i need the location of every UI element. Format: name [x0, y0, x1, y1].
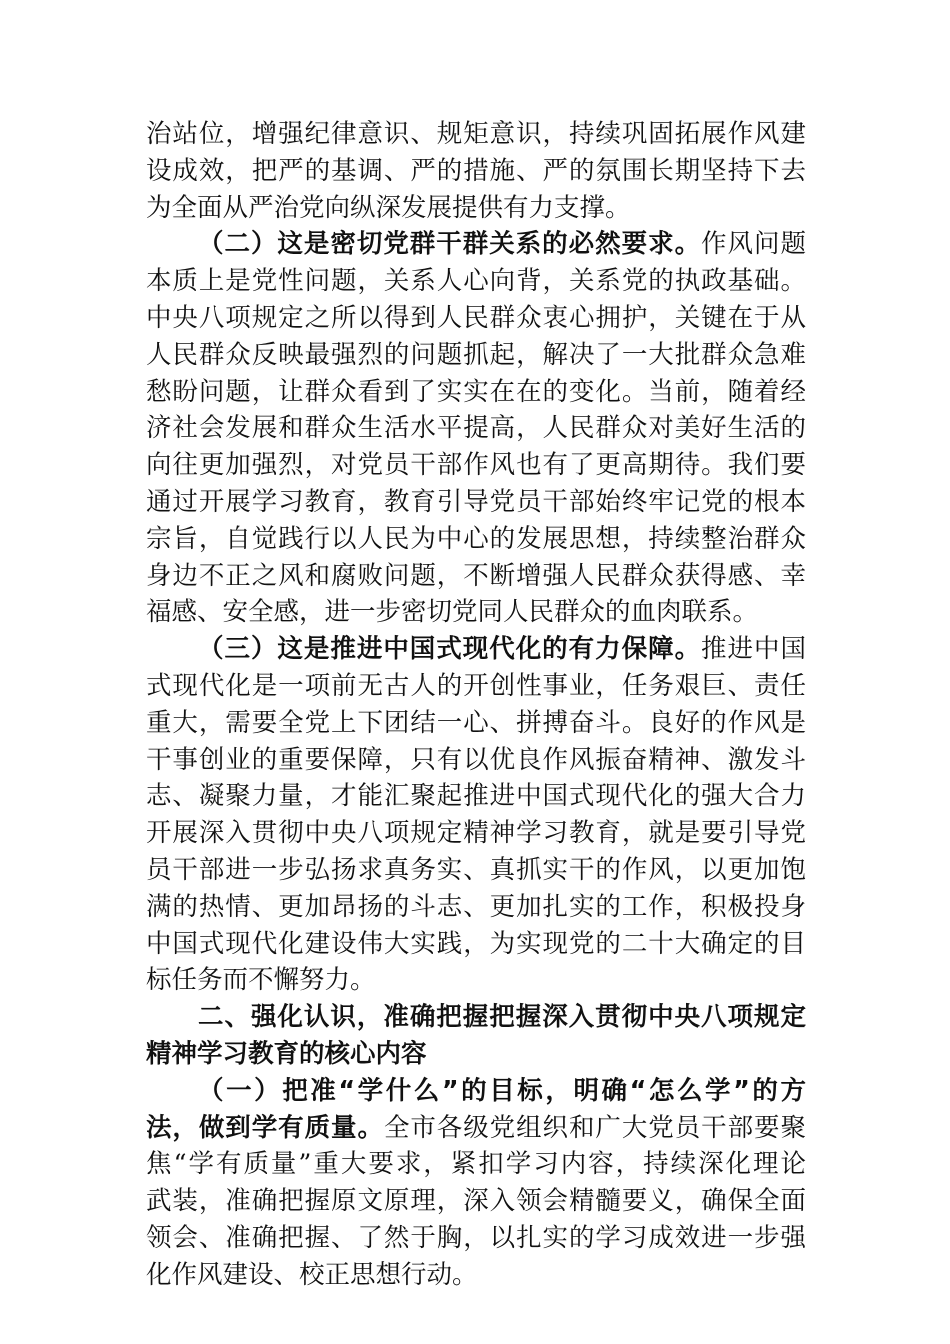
text-line: 为全面从严治党向纵深发展提供有力支撑。 [146, 192, 631, 223]
paragraph-two [146, 226, 806, 631]
text-line: 志、凝聚力量，才能汇聚起推进中国式现代化的强大合力 [146, 781, 806, 812]
text-line: 中国式现代化建设伟大实践，为实现党的二十大确定的目 [146, 928, 806, 959]
text-line: 福感、安全感，进一步密切党同人民群众的血肉联系。 [146, 597, 759, 628]
text-line: 领会、准确把握、了然于胸，以扎实的学习成效进一步强 [146, 1222, 806, 1253]
section-heading [146, 999, 806, 1073]
text-line: 中央八项规定之所以得到人民群众衷心拥护，关键在于从 [146, 302, 806, 333]
text-line: 满的热情、更加昂扬的斗志、更加扎实的工作，积极投身 [146, 891, 806, 922]
paragraph-three [146, 631, 806, 999]
text-line: 人民群众反映最强烈的问题抓起，解决了一大批群众急难 [146, 339, 806, 370]
paragraph-heading-cont: 法，做到学有质量。 [146, 1112, 384, 1143]
document-page [146, 116, 806, 1294]
paragraph-heading: （一）把准“学什么”的目标，明确“怎么学”的方 [198, 1075, 806, 1106]
text-line: 式现代化是一项前无古人的开创性事业，任务艰巨、责任 [146, 670, 806, 701]
text-line: 武装，准确把握原文原理，深入领会精髓要义，确保全面 [146, 1186, 806, 1217]
section-title-line: 精神学习教育的核心内容 [146, 1038, 427, 1069]
paragraph-heading: （三）这是推进中国式现代化的有力保障。 [198, 634, 702, 665]
section-title-line: 二、强化认识，准确把握把握深入贯彻中央八项规定 [198, 1002, 806, 1033]
text-line: 重大，需要全党上下团结一心、拼搏奋斗。良好的作风是 [146, 707, 806, 738]
paragraph-continuation [146, 116, 806, 226]
text-line: 愁盼问题，让群众看到了实实在在的变化。当前，随着经 [146, 376, 806, 407]
text-line: 焦“学有质量”重大要求，紧扣学习内容，持续深化理论 [146, 1149, 806, 1180]
text-line: 员干部进一步弘扬求真务实、真抓实干的作风，以更加饱 [146, 854, 806, 885]
text-line: 本质上是党性问题，关系人心向背，关系党的执政基础。 [146, 266, 806, 297]
text-line: 宗旨，自觉践行以人民为中心的发展思想，持续整治群众 [146, 523, 806, 554]
text-line: 向往更加强烈，对党员干部作风也有了更高期待。我们要 [146, 450, 806, 481]
text-line: 身边不正之风和腐败问题，不断增强人民群众获得感、幸 [146, 560, 806, 591]
text-line: 治站位，增强纪律意识、规矩意识，持续巩固拓展作风建 [146, 119, 806, 149]
text-fragment: 推进中国 [701, 634, 806, 665]
text-line: 化作风建设、校正思想行动。 [146, 1259, 478, 1290]
paragraph-first-line [146, 226, 806, 263]
paragraph-heading-cont-line [146, 1110, 806, 1147]
text-line: 干事创业的重要保障，只有以优良作风振奋精神、激发斗 [146, 744, 806, 775]
paragraph-one [146, 1073, 806, 1294]
text-line: 开展深入贯彻中央八项规定精神学习教育，就是要引导党 [146, 818, 806, 849]
text-line: 通过开展学习教育，教育引导党员干部始终牢记党的根本 [146, 486, 806, 517]
text-fragment: 作风问题 [701, 229, 806, 260]
text-line: 设成效，把严的基调、严的措施、严的氛围长期坚持下去 [146, 155, 806, 186]
text-line: 标任务而不懈努力。 [146, 965, 376, 996]
paragraph-heading: （二）这是密切党群干群关系的必然要求。 [198, 229, 702, 260]
text-line: 济社会发展和群众生活水平提高，人民群众对美好生活的 [146, 413, 806, 444]
text-fragment: 全市各级党组织和广大党员干部要聚 [383, 1112, 806, 1143]
paragraph-first-line [146, 631, 806, 668]
